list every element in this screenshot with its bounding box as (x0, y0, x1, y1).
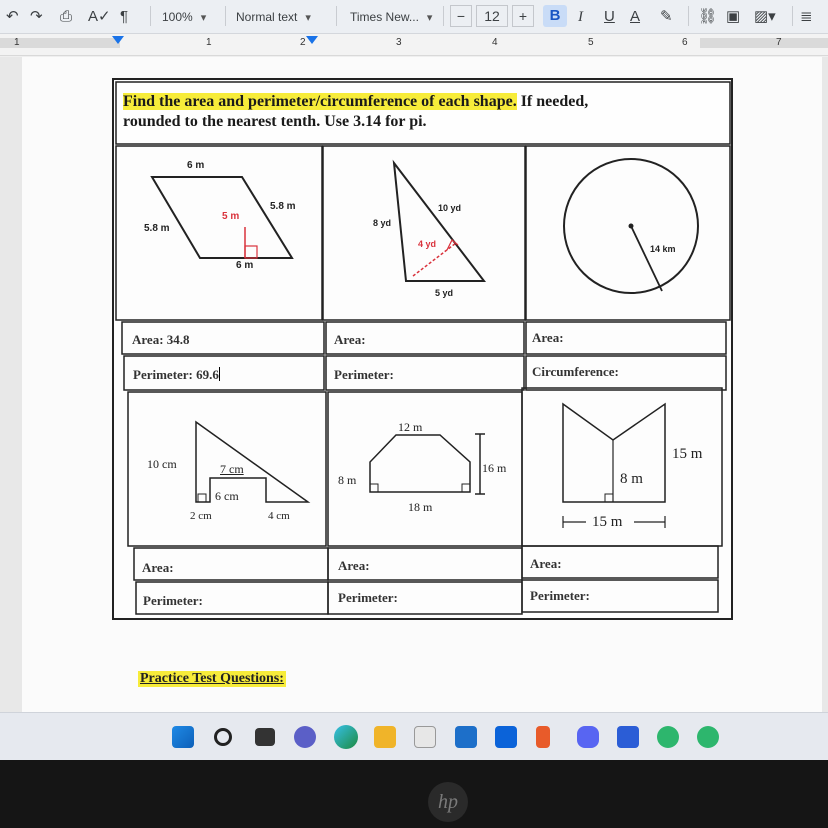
align-icon[interactable]: ≣ (800, 8, 813, 25)
mail-icon[interactable] (455, 726, 477, 748)
pentagon-bottom-label: 15 m (592, 514, 623, 530)
word-icon[interactable] (617, 726, 639, 748)
ruler-number: 7 (776, 37, 782, 48)
ruler-number: 4 (492, 37, 498, 48)
laptop-bezel (0, 760, 828, 828)
print-icon[interactable]: ⎙ (60, 8, 73, 25)
instructions-line2: rounded to the nearest tenth. Use 3.14 for pi. (123, 113, 427, 130)
search-icon[interactable] (214, 728, 232, 746)
start-icon[interactable] (172, 726, 194, 748)
ruler-number: 2 (300, 37, 306, 48)
row1-circumference-label[interactable]: Circumference: (532, 364, 619, 379)
style-select[interactable]: Normal text ▾ (236, 6, 311, 28)
row1-area-label-2[interactable]: Area: (334, 332, 366, 347)
composite-height-label: 10 cm (147, 457, 177, 471)
office-icon[interactable] (536, 726, 550, 748)
store-icon[interactable] (414, 726, 436, 748)
parallelogram-top-label: 6 m (187, 160, 205, 171)
row2-area-label-1[interactable]: Area: (142, 560, 174, 575)
instructions-highlight: Find the area and perimeter/circumference of each shape. (123, 93, 517, 110)
row1-area-label-3[interactable]: Area: (532, 330, 564, 345)
instructions (123, 92, 723, 132)
font-size-decrease-button[interactable]: − (450, 5, 472, 27)
row2-perimeter-label-1[interactable]: Perimeter: (143, 593, 203, 608)
parallelogram-bottom-label: 6 m (236, 260, 254, 271)
discord-icon[interactable] (577, 726, 599, 748)
hexagon-left-label: 8 m (338, 473, 357, 487)
instructions-rest: If needed, (516, 93, 589, 110)
bold-button[interactable]: B (543, 5, 567, 27)
composite-inner-label: 6 cm (215, 489, 239, 503)
italic-button[interactable]: I (578, 9, 583, 25)
edge-icon[interactable] (334, 725, 358, 749)
dropbox-icon[interactable] (495, 726, 517, 748)
parallelogram-height-label: 5 m (222, 211, 240, 222)
ruler-number: 5 (588, 37, 594, 48)
underline-button[interactable]: U (604, 8, 615, 25)
pentagon-inner-label: 8 m (620, 471, 643, 487)
composite-step-label: 7 cm (220, 462, 244, 476)
row2-perimeter-label-3[interactable]: Perimeter: (530, 588, 590, 603)
redo-icon[interactable]: ↷ (30, 8, 43, 25)
row1-area-label-1[interactable]: Area: 34.8 (132, 332, 190, 347)
circle-radius-label: 14 km (650, 244, 676, 254)
text-color-button[interactable]: A (630, 8, 641, 25)
ruler-number: 1 (206, 37, 212, 48)
spellcheck-icon[interactable]: A✓ (88, 8, 111, 25)
highlight-icon[interactable]: ✎ (660, 8, 673, 25)
hexagon-bottom-label: 18 m (408, 500, 433, 514)
triangle-base-label: 5 yd (435, 288, 454, 298)
font-size-increase-button[interactable]: + (512, 5, 534, 27)
grammarly-icon[interactable] (657, 726, 679, 748)
composite-bottom-left-label: 2 cm (190, 510, 212, 522)
ruler-number: 6 (682, 37, 688, 48)
hexagon-top-label: 12 m (398, 420, 423, 434)
task-view-icon[interactable] (255, 728, 275, 746)
pentagon-right-label: 15 m (672, 446, 703, 462)
text-caret (219, 367, 220, 381)
chat-icon[interactable] (294, 726, 316, 748)
row2-area-label-3[interactable]: Area: (530, 556, 562, 571)
link-icon[interactable]: ⛓ (698, 8, 718, 25)
triangle-right-label: 10 yd (438, 203, 462, 213)
font-select[interactable]: Times New... ▾ (350, 6, 432, 28)
font-size-input[interactable]: 12 (476, 5, 508, 27)
zoom-select[interactable]: 100% ▾ (162, 6, 206, 28)
taskbar (0, 712, 828, 760)
triangle-height-label: 4 yd (418, 239, 437, 249)
row2-area-label-2[interactable]: Area: (338, 558, 370, 573)
image-icon[interactable]: ▨▾ (754, 8, 776, 25)
hp-logo: hp (428, 782, 468, 822)
row1-perimeter-label-2[interactable]: Perimeter: (334, 367, 394, 382)
row2-perimeter-label-2[interactable]: Perimeter: (338, 590, 398, 605)
composite-bottom-right-label: 4 cm (268, 510, 290, 522)
hexagon-height-label: 16 m (482, 461, 507, 475)
undo-icon[interactable]: ↶ (6, 8, 19, 25)
ruler-number: 1 (14, 37, 20, 48)
parallelogram-right-label: 5.8 m (270, 201, 296, 212)
parallelogram-left-label: 5.8 m (144, 223, 170, 234)
ruler-number: 3 (396, 37, 402, 48)
row1-perimeter-label-1[interactable]: Perimeter: 69.6 (133, 367, 219, 382)
paint-format-icon[interactable]: ¶ (120, 8, 129, 25)
file-explorer-icon[interactable] (374, 726, 396, 748)
grammarly-icon-2[interactable] (697, 726, 719, 748)
practice-heading: Practice Test Questions: (140, 671, 284, 686)
comment-icon[interactable]: ▣ (726, 8, 741, 25)
triangle-left-label: 8 yd (373, 218, 392, 228)
